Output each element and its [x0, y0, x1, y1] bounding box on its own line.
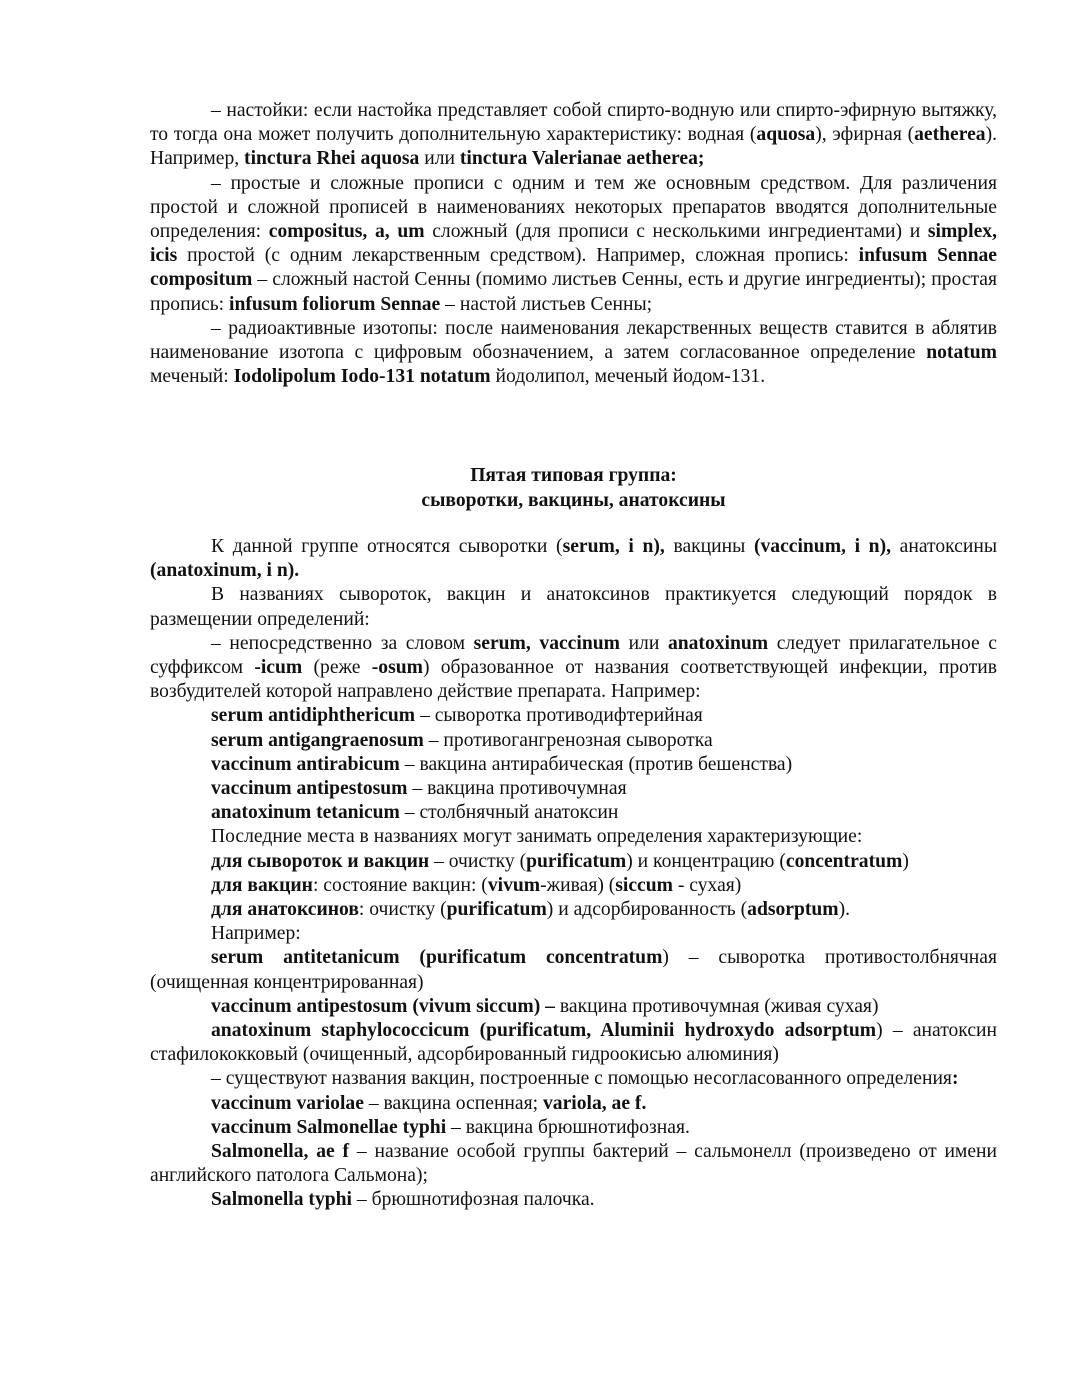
- text-run: – вакцина противочумная: [407, 778, 627, 800]
- bold-term: vaccinum Salmonellae typhi: [211, 1116, 447, 1138]
- text-run: Последние места в названиях могут занимать определения характеризующие:: [211, 826, 863, 848]
- bold-term: concentratum: [785, 850, 903, 872]
- text-run: сложный (для прописи с несколькими ингредиентами) и: [424, 221, 928, 243]
- bold-term: serum antigangraenosum: [211, 729, 424, 751]
- text-run: или: [419, 148, 460, 170]
- text-run: ). Например,: [150, 124, 997, 170]
- example-line: [150, 753, 997, 777]
- text-run: ) и адсорбированность (: [546, 899, 748, 921]
- heading-line-1: Пятая типовая группа:: [470, 465, 677, 486]
- bold-term: (vaccinum, i n),: [753, 536, 891, 557]
- text-block-bottom: [150, 535, 997, 1213]
- text-run: ) – сыворотка противостолбнячная (очищенная концентрированная): [150, 947, 997, 993]
- text-run: – вакцина брюшнотифозная.: [446, 1116, 690, 1138]
- bold-term: Salmonella typhi: [211, 1189, 352, 1211]
- bold-term: serum antitetanicum (purificatum concentratum: [211, 947, 663, 969]
- text-run: вакцины: [664, 536, 754, 557]
- text-run: – сыворотка противодифтерийная: [415, 705, 703, 727]
- example-line: [150, 1092, 997, 1116]
- bold-term: для вакцин: [211, 874, 313, 896]
- text-run: : состояние вакцин: (: [312, 874, 488, 896]
- bold-term: aetherea: [914, 124, 986, 146]
- text-block-top: [150, 99, 997, 389]
- text-run: или: [619, 632, 668, 654]
- bold-term: :: [951, 1068, 959, 1090]
- text-run: вакцина противочумная (живая сухая): [554, 995, 879, 1017]
- paragraph-tinctures: [150, 99, 997, 172]
- bold-term: -osum: [371, 657, 423, 679]
- text-run: – противогангренозная сыворотка: [423, 729, 713, 751]
- text-run: (реже: [302, 657, 372, 679]
- example-line: [150, 729, 997, 753]
- bold-term: vaccinum antipestosum: [211, 778, 408, 800]
- bold-term: Salmonella, ae f: [211, 1141, 350, 1163]
- bold-term: vaccinum antipestosum (vivum siccum) –: [211, 995, 555, 1017]
- text-run: ) – анатоксин стафилококковый (очищенный, адсорбированный гидроокисью алюминия): [150, 1020, 997, 1066]
- text-run: - сухая): [672, 874, 742, 896]
- text-run: – существуют названия вакцин, построенные с помощью несогласованного определения: [211, 1068, 952, 1090]
- paragraph-isotopes: [150, 317, 997, 390]
- bold-term: compositus, a, um: [268, 221, 425, 243]
- bold-term: vaccinum antirabicum: [211, 753, 400, 775]
- example-line: [150, 995, 997, 1019]
- definition-line: [150, 874, 997, 898]
- bold-term: serum, i n),: [562, 536, 665, 557]
- example-paragraph: [150, 946, 997, 994]
- text-run: – настой листьев Сенны;: [440, 293, 653, 315]
- text-run: следует прилагательное с суффиксом: [150, 632, 997, 679]
- bold-term: для сывороток и вакцин: [211, 850, 430, 872]
- bold-term: purificatum: [526, 850, 627, 872]
- bold-term: anatoxinum: [667, 632, 769, 654]
- paragraph-simple-compound: [150, 172, 997, 317]
- bold-term: tinctura Valerianae aetherea;: [459, 148, 705, 170]
- text-run: – вакцина оспенная;: [363, 1092, 543, 1114]
- bold-term: siccum: [615, 874, 673, 896]
- text-run: ).: [838, 899, 851, 921]
- bold-term: vivum: [487, 874, 541, 896]
- text-run: : очистку (: [358, 899, 447, 921]
- text-run: меченый:: [150, 366, 234, 388]
- example-line: [150, 777, 997, 801]
- bold-term: adsorptum: [747, 899, 839, 921]
- example-line: [150, 801, 997, 825]
- bold-term: -icum: [254, 657, 303, 679]
- text-run: ) образованное от названия соответствующей инфекции, против возбудителей которой направлено действие препарата. Например:: [150, 657, 998, 703]
- text-run: – очистку (: [429, 850, 527, 872]
- definition-line: [150, 898, 997, 922]
- section-heading: [150, 464, 997, 513]
- text-run: – непосредственно за словом: [211, 632, 474, 654]
- bold-term: serum, vaccinum: [473, 632, 620, 654]
- text-run: йодолипол, меченый йодом-131.: [490, 366, 766, 388]
- bold-term: для анатоксинов: [211, 899, 359, 921]
- example-line: [150, 1116, 997, 1140]
- bold-term: tinctura Rhei aquosa: [244, 148, 420, 170]
- bold-term: simplex, icis: [150, 221, 997, 267]
- example-paragraph: [150, 1019, 997, 1067]
- text-run: – настойки: если настойка представляет собой спирто-водную или спирто-эфирную вытяжку, то тогда она может получить дополнительную характеристику: водная (: [150, 100, 997, 146]
- text-run: -живая) (: [540, 874, 616, 896]
- text-run: анатоксины: [891, 536, 997, 557]
- text-run: – брюшнотифозная палочка.: [352, 1189, 595, 1211]
- bold-term: aquosa: [756, 124, 816, 146]
- bold-term: (anatoxinum, i n).: [150, 560, 300, 582]
- definition-line: [150, 850, 997, 874]
- text-run: – сложный настой Сенны (помимо листьев Сенны, есть и другие ингредиенты); простая пропись:: [150, 269, 997, 315]
- paragraph-order: [150, 583, 997, 631]
- bold-term: anatoxinum staphylococcicum (purificatum, Aluminii hydroxydo adsorptum: [211, 1020, 877, 1042]
- text-run: В названиях сывороток, вакцин и анатоксинов практикуется следующий порядок в размещении определений:: [150, 584, 997, 630]
- text-run: ), эфирная (: [815, 124, 915, 146]
- bold-term: purificatum: [446, 899, 547, 921]
- example-line: [150, 704, 997, 728]
- text-line: [150, 922, 997, 946]
- bold-term: infusum Sennae compositum: [150, 245, 997, 291]
- heading-line-2: сыворотки, вакцины, анатоксины: [421, 489, 726, 511]
- text-run: – название особой группы бактерий – сальмонелл (произведено от имени английского патолога Сальмона);: [150, 1141, 998, 1187]
- text-line: [150, 825, 997, 849]
- text-run: – вакцина антирабическая (против бешенства): [399, 753, 793, 775]
- text-run: ) и концентрацию (: [626, 850, 786, 872]
- bold-term: variola, ae f.: [542, 1092, 647, 1114]
- text-run: ): [902, 850, 909, 872]
- text-run: – радиоактивные изотопы: после наименования лекарственных веществ ставится в аблятив наименование изотопа с цифровым обозначением, а затем согласованное определение: [150, 317, 997, 364]
- bold-term: serum antidiphthericum: [211, 705, 416, 727]
- paragraph-group-intro: [150, 535, 997, 583]
- paragraph-nonagreed: [150, 1067, 997, 1091]
- bold-term: vaccinum variolae: [211, 1092, 364, 1114]
- paragraph-suffix: [150, 632, 997, 705]
- bold-term: infusum foliorum Sennae: [229, 293, 441, 315]
- paragraph-salmonella: [150, 1140, 997, 1188]
- text-run: – простые и сложные прописи с одним и тем же основным средством. Для различения простой и сложной прописей в наименованиях некоторых препаратов вводятся дополнительные определения:: [150, 172, 997, 243]
- text-run: Например:: [211, 923, 301, 945]
- bold-term: Iodolipolum Iodo-131 notatum: [233, 366, 491, 388]
- text-run: – столбнячный анатоксин: [399, 802, 619, 824]
- bold-term: notatum: [926, 342, 997, 364]
- text-run: простой (с одним лекарственным средством). Например, сложная пропись:: [177, 245, 859, 267]
- bold-term: anatoxinum tetanicum: [211, 802, 400, 824]
- text-run: К данной группе относятся сыворотки (: [211, 536, 563, 557]
- example-line: [150, 1188, 997, 1212]
